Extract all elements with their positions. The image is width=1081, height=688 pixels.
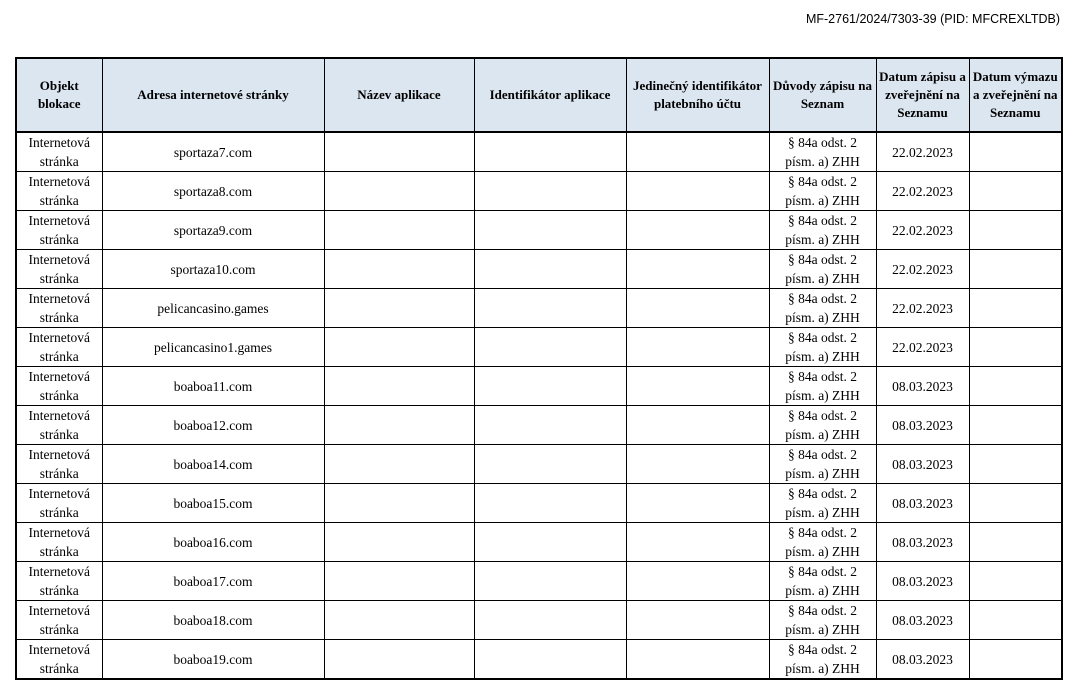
- table-row: [16, 445, 1062, 484]
- cell-date-added: 22.02.2023: [876, 328, 969, 367]
- column-header-date-added: Datum zápisu a zveřejnění na Seznamu: [876, 58, 969, 132]
- cell-app-id: [474, 406, 626, 445]
- cell-object-line: stránka: [39, 232, 79, 247]
- cell-address: boaboa14.com: [102, 445, 324, 484]
- cell-reason: [769, 211, 876, 250]
- cell-date-removed: [969, 523, 1062, 562]
- cell-reason-line: písm. a) ZHH: [785, 388, 860, 403]
- cell-reason-line: § 84a odst. 2: [788, 642, 857, 657]
- cell-reason-line: § 84a odst. 2: [788, 603, 857, 618]
- cell-object-line: Internetová: [28, 369, 90, 384]
- cell-account-id: [626, 640, 769, 680]
- cell-app-id: [474, 523, 626, 562]
- cell-account-id: [626, 289, 769, 328]
- cell-object-line: Internetová: [28, 135, 90, 150]
- cell-reason: [769, 328, 876, 367]
- cell-date-added: 08.03.2023: [876, 601, 969, 640]
- cell-app-id: [474, 132, 626, 172]
- table-row: [16, 211, 1062, 250]
- cell-date-added: 22.02.2023: [876, 250, 969, 289]
- cell-app-name: [324, 445, 474, 484]
- cell-reason-line: písm. a) ZHH: [785, 505, 860, 520]
- cell-reason-line: § 84a odst. 2: [788, 525, 857, 540]
- cell-object-line: Internetová: [28, 213, 90, 228]
- cell-reason: [769, 445, 876, 484]
- cell-app-id: [474, 211, 626, 250]
- cell-reason-line: § 84a odst. 2: [788, 408, 857, 423]
- column-header-account-id: Jedinečný identifikátor platebního účtu: [626, 58, 769, 132]
- cell-app-name: [324, 640, 474, 680]
- cell-object-line: Internetová: [28, 642, 90, 657]
- cell-date-removed: [969, 211, 1062, 250]
- table-row: [16, 523, 1062, 562]
- cell-account-id: [626, 601, 769, 640]
- table-row: [16, 289, 1062, 328]
- cell-address: boaboa18.com: [102, 601, 324, 640]
- cell-date-added: 08.03.2023: [876, 445, 969, 484]
- cell-address: boaboa15.com: [102, 484, 324, 523]
- table-row: [16, 328, 1062, 367]
- cell-object-line: stránka: [39, 310, 79, 325]
- blocking-list-table: [15, 57, 1063, 680]
- cell-reason-line: § 84a odst. 2: [788, 135, 857, 150]
- cell-date-removed: [969, 250, 1062, 289]
- cell-date-added: 08.03.2023: [876, 562, 969, 601]
- cell-app-name: [324, 172, 474, 211]
- cell-object-line: stránka: [39, 583, 79, 598]
- cell-reason-line: § 84a odst. 2: [788, 291, 857, 306]
- cell-date-removed: [969, 328, 1062, 367]
- cell-address: boaboa16.com: [102, 523, 324, 562]
- cell-address: boaboa11.com: [102, 367, 324, 406]
- cell-app-id: [474, 562, 626, 601]
- cell-reason-line: písm. a) ZHH: [785, 271, 860, 286]
- cell-app-id: [474, 328, 626, 367]
- document-reference: MF-2761/2024/7303-39 (PID: MFCREXLTDB): [805, 12, 1060, 26]
- cell-object-line: stránka: [39, 466, 79, 481]
- cell-reason-line: § 84a odst. 2: [788, 486, 857, 501]
- cell-object-line: stránka: [39, 427, 79, 442]
- table-header: [16, 58, 1062, 132]
- cell-date-removed: [969, 601, 1062, 640]
- cell-date-added: 22.02.2023: [876, 172, 969, 211]
- cell-date-removed: [969, 289, 1062, 328]
- cell-reason-line: § 84a odst. 2: [788, 174, 857, 189]
- cell-object: [16, 484, 102, 523]
- cell-reason: [769, 562, 876, 601]
- cell-address: boaboa19.com: [102, 640, 324, 680]
- table-row: [16, 640, 1062, 680]
- cell-object-line: Internetová: [28, 486, 90, 501]
- cell-app-id: [474, 445, 626, 484]
- cell-object: [16, 132, 102, 172]
- cell-app-id: [474, 289, 626, 328]
- cell-object: [16, 250, 102, 289]
- cell-date-added: 08.03.2023: [876, 406, 969, 445]
- cell-app-id: [474, 640, 626, 680]
- cell-date-removed: [969, 562, 1062, 601]
- cell-account-id: [626, 172, 769, 211]
- cell-reason-line: písm. a) ZHH: [785, 232, 860, 247]
- cell-reason-line: § 84a odst. 2: [788, 564, 857, 579]
- cell-object: [16, 328, 102, 367]
- cell-object: [16, 211, 102, 250]
- cell-object-line: Internetová: [28, 408, 90, 423]
- cell-app-name: [324, 132, 474, 172]
- cell-object: [16, 289, 102, 328]
- cell-date-added: 08.03.2023: [876, 640, 969, 680]
- cell-account-id: [626, 523, 769, 562]
- table-body: [16, 132, 1062, 679]
- column-header-object: Objekt blokace: [16, 58, 102, 132]
- cell-object-line: Internetová: [28, 252, 90, 267]
- cell-reason-line: § 84a odst. 2: [788, 252, 857, 267]
- cell-reason: [769, 132, 876, 172]
- table-row: [16, 484, 1062, 523]
- cell-date-added: 22.02.2023: [876, 289, 969, 328]
- cell-date-removed: [969, 132, 1062, 172]
- cell-account-id: [626, 132, 769, 172]
- cell-object-line: stránka: [39, 622, 79, 637]
- cell-reason-line: písm. a) ZHH: [785, 310, 860, 325]
- cell-reason-line: písm. a) ZHH: [785, 544, 860, 559]
- cell-app-name: [324, 406, 474, 445]
- cell-date-removed: [969, 406, 1062, 445]
- cell-object: [16, 406, 102, 445]
- cell-object-line: Internetová: [28, 174, 90, 189]
- cell-object-line: Internetová: [28, 330, 90, 345]
- cell-address: sportaza8.com: [102, 172, 324, 211]
- cell-date-removed: [969, 367, 1062, 406]
- cell-app-name: [324, 601, 474, 640]
- cell-object-line: stránka: [39, 193, 79, 208]
- cell-reason-line: písm. a) ZHH: [785, 583, 860, 598]
- cell-reason-line: písm. a) ZHH: [785, 427, 860, 442]
- cell-reason: [769, 367, 876, 406]
- cell-date-added: 08.03.2023: [876, 367, 969, 406]
- cell-date-added: 08.03.2023: [876, 523, 969, 562]
- cell-app-name: [324, 484, 474, 523]
- cell-account-id: [626, 211, 769, 250]
- table-row: [16, 601, 1062, 640]
- cell-app-name: [324, 250, 474, 289]
- column-header-app-id: Identifikátor aplikace: [474, 58, 626, 132]
- cell-reason-line: písm. a) ZHH: [785, 622, 860, 637]
- cell-object: [16, 640, 102, 680]
- cell-reason: [769, 250, 876, 289]
- table-row: [16, 562, 1062, 601]
- cell-app-name: [324, 562, 474, 601]
- cell-account-id: [626, 406, 769, 445]
- cell-app-name: [324, 367, 474, 406]
- cell-object: [16, 445, 102, 484]
- cell-reason: [769, 172, 876, 211]
- cell-reason: [769, 406, 876, 445]
- cell-reason-line: písm. a) ZHH: [785, 661, 860, 676]
- cell-object-line: Internetová: [28, 291, 90, 306]
- cell-account-id: [626, 445, 769, 484]
- cell-address: pelicancasino.games: [102, 289, 324, 328]
- header-row: [16, 58, 1062, 132]
- cell-reason-line: písm. a) ZHH: [785, 349, 860, 364]
- cell-reason: [769, 523, 876, 562]
- cell-address: boaboa17.com: [102, 562, 324, 601]
- cell-object-line: Internetová: [28, 564, 90, 579]
- cell-date-added: 08.03.2023: [876, 484, 969, 523]
- cell-reason: [769, 640, 876, 680]
- cell-reason-line: § 84a odst. 2: [788, 330, 857, 345]
- cell-object-line: Internetová: [28, 603, 90, 618]
- cell-object: [16, 562, 102, 601]
- cell-reason: [769, 484, 876, 523]
- cell-address: boaboa12.com: [102, 406, 324, 445]
- column-header-reason: Důvody zápisu na Seznam: [769, 58, 876, 132]
- table-row: [16, 132, 1062, 172]
- cell-object-line: stránka: [39, 349, 79, 364]
- cell-address: sportaza10.com: [102, 250, 324, 289]
- cell-object-line: Internetová: [28, 447, 90, 462]
- column-header-app-name: Název aplikace: [324, 58, 474, 132]
- cell-reason: [769, 601, 876, 640]
- cell-reason-line: § 84a odst. 2: [788, 369, 857, 384]
- table-row: [16, 172, 1062, 211]
- cell-address: sportaza7.com: [102, 132, 324, 172]
- cell-date-removed: [969, 445, 1062, 484]
- cell-account-id: [626, 562, 769, 601]
- cell-account-id: [626, 328, 769, 367]
- cell-date-added: 22.02.2023: [876, 132, 969, 172]
- cell-reason-line: § 84a odst. 2: [788, 447, 857, 462]
- cell-object-line: stránka: [39, 154, 79, 169]
- cell-address: pelicancasino1.games: [102, 328, 324, 367]
- column-header-date-removed: Datum výmazu a zveřejnění na Seznamu: [969, 58, 1062, 132]
- cell-object: [16, 367, 102, 406]
- cell-object-line: stránka: [39, 271, 79, 286]
- cell-app-id: [474, 172, 626, 211]
- cell-app-name: [324, 289, 474, 328]
- table-row: [16, 250, 1062, 289]
- cell-reason-line: písm. a) ZHH: [785, 466, 860, 481]
- cell-object: [16, 523, 102, 562]
- cell-reason-line: písm. a) ZHH: [785, 154, 860, 169]
- cell-app-name: [324, 523, 474, 562]
- cell-date-removed: [969, 172, 1062, 211]
- cell-object-line: Internetová: [28, 525, 90, 540]
- cell-object-line: stránka: [39, 544, 79, 559]
- cell-account-id: [626, 367, 769, 406]
- cell-object: [16, 172, 102, 211]
- cell-date-removed: [969, 640, 1062, 680]
- cell-app-id: [474, 250, 626, 289]
- cell-date-added: 22.02.2023: [876, 211, 969, 250]
- cell-date-removed: [969, 484, 1062, 523]
- cell-object-line: stránka: [39, 505, 79, 520]
- cell-object-line: stránka: [39, 661, 79, 676]
- cell-reason-line: § 84a odst. 2: [788, 213, 857, 228]
- table-row: [16, 367, 1062, 406]
- cell-account-id: [626, 484, 769, 523]
- column-header-address: Adresa internetové stránky: [102, 58, 324, 132]
- table-row: [16, 406, 1062, 445]
- cell-app-name: [324, 328, 474, 367]
- cell-app-id: [474, 367, 626, 406]
- cell-app-id: [474, 601, 626, 640]
- cell-reason: [769, 289, 876, 328]
- cell-reason-line: písm. a) ZHH: [785, 193, 860, 208]
- cell-app-name: [324, 211, 474, 250]
- cell-object: [16, 601, 102, 640]
- cell-object-line: stránka: [39, 388, 79, 403]
- cell-account-id: [626, 250, 769, 289]
- cell-app-id: [474, 484, 626, 523]
- cell-address: sportaza9.com: [102, 211, 324, 250]
